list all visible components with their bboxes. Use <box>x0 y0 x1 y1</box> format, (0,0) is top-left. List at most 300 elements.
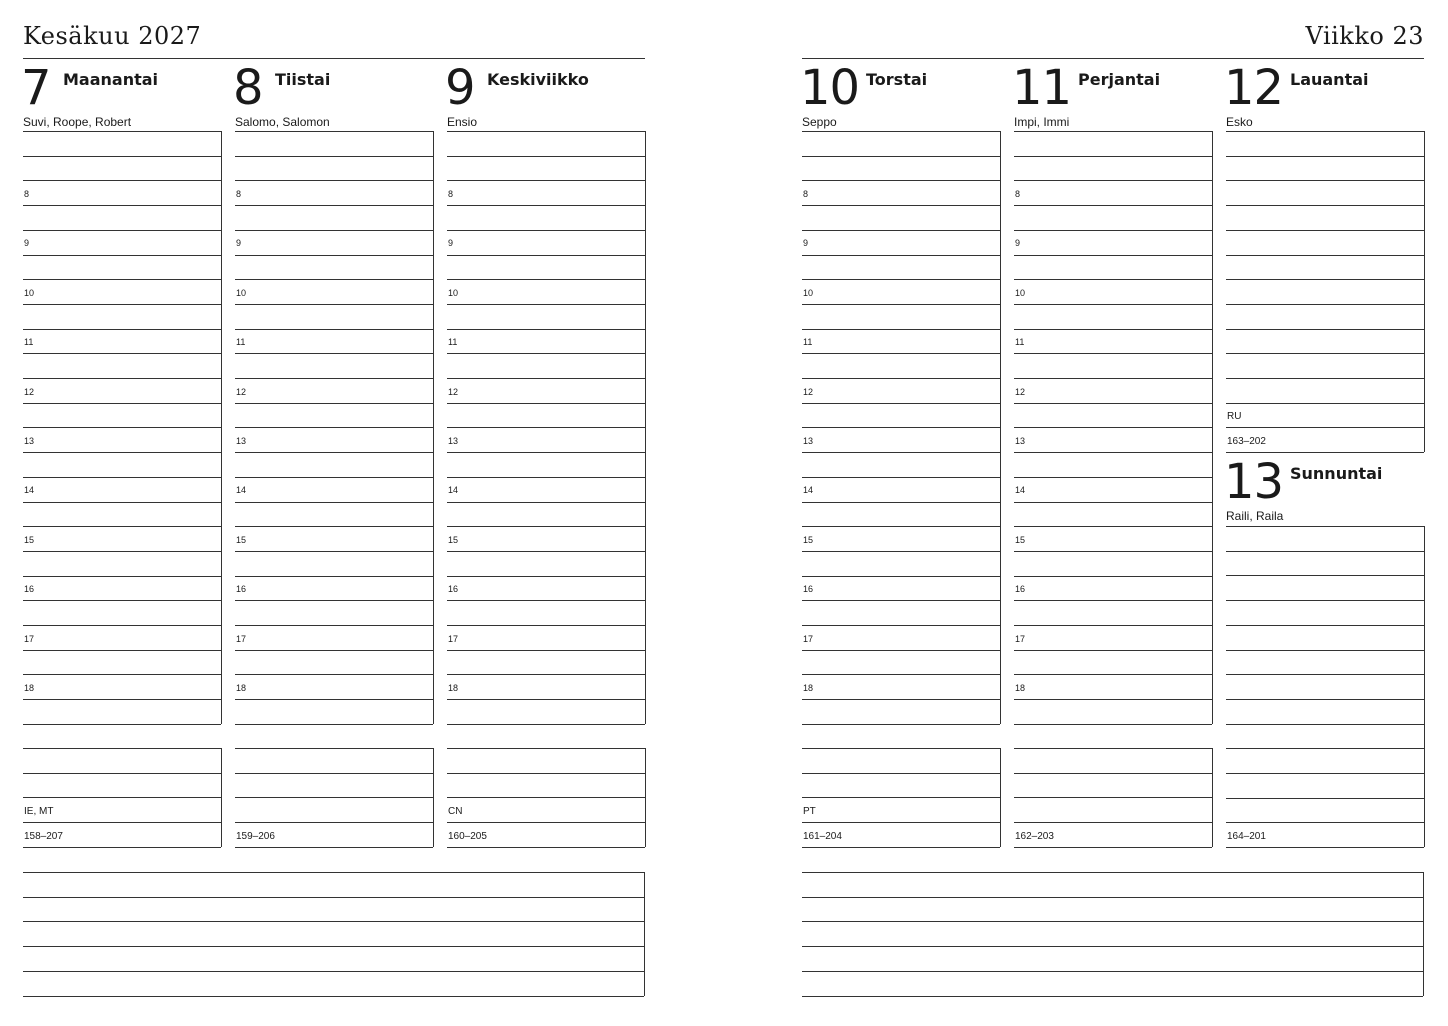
hour-grid[interactable] <box>1014 131 1213 724</box>
notes-line <box>23 971 644 972</box>
grid-line <box>447 477 645 478</box>
grid-line <box>447 773 645 774</box>
name-days: Raili, Raila <box>1226 509 1284 523</box>
hour-label: 15 <box>24 534 35 545</box>
hour-label: 10 <box>1015 287 1026 298</box>
notes-line <box>23 872 644 873</box>
grid-line <box>802 279 1000 280</box>
grid-line <box>1014 502 1212 503</box>
hour-label: 17 <box>448 633 459 644</box>
hour-label: 12 <box>803 386 814 397</box>
extra-notes-box[interactable] <box>235 748 434 847</box>
grid-line <box>1014 551 1212 552</box>
hour-label: 11 <box>803 337 813 348</box>
day-count-label: 164–201 <box>1227 831 1266 842</box>
grid-line <box>23 329 221 330</box>
notes-line <box>802 996 1423 997</box>
grid-line <box>235 526 433 527</box>
grid-line <box>1014 329 1212 330</box>
hour-label: 15 <box>803 534 814 545</box>
day-name: Keskiviikko <box>487 70 589 89</box>
day-count-label: 161–204 <box>803 831 842 842</box>
grid-line <box>23 650 221 651</box>
extra-notes-box[interactable] <box>447 748 646 847</box>
grid-line <box>447 526 645 527</box>
hour-label: 14 <box>448 485 459 496</box>
grid-line <box>447 650 645 651</box>
grid-line <box>802 205 1000 206</box>
sunday-grid[interactable] <box>1226 526 1425 847</box>
hour-label: 18 <box>803 683 814 693</box>
grid-line <box>23 403 221 404</box>
hour-label: 9 <box>236 238 242 249</box>
grid-line <box>1014 403 1212 404</box>
day-count-label: 162–203 <box>1015 831 1054 842</box>
grid-line <box>23 502 221 503</box>
hour-label: 14 <box>803 485 814 496</box>
hour-label: 9 <box>24 238 30 249</box>
day-header <box>235 62 433 132</box>
grid-line <box>1014 156 1212 157</box>
grid-line <box>1226 822 1424 823</box>
grid-line <box>802 822 1000 823</box>
grid-line <box>1226 798 1424 799</box>
grid-line <box>235 773 433 774</box>
grid-line <box>235 279 433 280</box>
grid-line <box>23 576 221 577</box>
grid-line <box>1014 773 1212 774</box>
grid-line <box>447 378 645 379</box>
notes-line <box>23 946 644 947</box>
extra-notes-box[interactable] <box>1014 748 1213 847</box>
grid-line <box>1014 650 1212 651</box>
hour-grid[interactable] <box>802 131 1001 724</box>
notes-line <box>23 996 644 997</box>
grid-line <box>447 797 645 798</box>
grid-line <box>235 304 433 305</box>
day-header <box>802 62 1000 132</box>
grid-line <box>1226 131 1424 132</box>
grid-line <box>1014 255 1212 256</box>
hour-label: 11 <box>448 337 458 348</box>
name-days: Ensio <box>447 115 478 129</box>
grid-line <box>23 131 221 132</box>
grid-line <box>235 797 433 798</box>
grid-line <box>235 353 433 354</box>
hour-label: 16 <box>803 584 814 595</box>
grid-line <box>447 625 645 626</box>
notes-line <box>802 872 1423 873</box>
hour-label: 13 <box>803 436 814 446</box>
grid-line <box>1226 329 1424 330</box>
day-header <box>1226 456 1424 526</box>
grid-line <box>23 625 221 626</box>
grid-line <box>802 156 1000 157</box>
hour-label: 10 <box>803 287 814 298</box>
grid-line <box>802 526 1000 527</box>
grid-line <box>1226 255 1424 256</box>
hour-label: 13 <box>448 436 459 446</box>
grid-line <box>1226 156 1424 157</box>
day-header <box>1226 62 1424 132</box>
grid-line <box>1014 797 1212 798</box>
hour-label: 13 <box>1015 436 1026 446</box>
name-days: Esko <box>1226 115 1253 129</box>
grid-line <box>1226 427 1424 428</box>
grid-line <box>23 526 221 527</box>
grid-line <box>23 748 221 749</box>
notes-line <box>802 921 1423 922</box>
grid-line <box>802 650 1000 651</box>
grid-line <box>23 156 221 157</box>
grid-line <box>1014 625 1212 626</box>
grid-line <box>23 600 221 601</box>
grid-line <box>447 329 645 330</box>
grid-line <box>1014 576 1212 577</box>
grid-line <box>1014 452 1212 453</box>
grid-line <box>1226 526 1424 527</box>
grid-line <box>1226 353 1424 354</box>
right-page-notes[interactable] <box>802 872 1424 996</box>
hour-label: 8 <box>24 189 30 199</box>
hour-label: 17 <box>236 633 247 644</box>
grid-line <box>1226 180 1424 181</box>
grid-line <box>1014 131 1212 132</box>
grid-line <box>23 699 221 700</box>
flag-day-label: PT <box>803 806 816 817</box>
grid-line <box>802 353 1000 354</box>
day-header <box>447 62 645 132</box>
grid-line <box>802 576 1000 577</box>
hour-label: 8 <box>803 189 809 199</box>
grid-line <box>1226 847 1424 848</box>
grid-line <box>1014 724 1212 725</box>
grid-line <box>802 600 1000 601</box>
grid-line <box>235 674 433 675</box>
grid-line <box>235 477 433 478</box>
grid-line <box>1226 378 1424 379</box>
grid-line <box>235 205 433 206</box>
month-title: Kesäkuu 2027 <box>23 22 202 50</box>
grid-line <box>1226 600 1424 601</box>
hour-label: 18 <box>24 683 35 693</box>
grid-line <box>447 748 645 749</box>
grid-line <box>1014 279 1212 280</box>
day-count-label: 160–205 <box>448 831 487 842</box>
grid-line <box>802 502 1000 503</box>
hour-label: 18 <box>1015 683 1026 693</box>
hour-label: 11 <box>1015 337 1025 348</box>
grid-line <box>1226 304 1424 305</box>
day-number: 13 <box>1224 454 1284 510</box>
grid-line <box>447 180 645 181</box>
notes-line <box>802 897 1423 898</box>
flag-day-label: CN <box>448 806 463 817</box>
grid-line <box>447 551 645 552</box>
grid-line <box>802 230 1000 231</box>
grid-line <box>23 230 221 231</box>
grid-line <box>235 230 433 231</box>
grid-line <box>23 674 221 675</box>
grid-line <box>1226 625 1424 626</box>
hour-label: 16 <box>236 584 247 595</box>
grid-line <box>1014 822 1212 823</box>
grid-line <box>447 427 645 428</box>
grid-line <box>447 822 645 823</box>
grid-line <box>23 724 221 725</box>
hour-label: 12 <box>448 386 459 397</box>
grid-line <box>23 773 221 774</box>
grid-line <box>1014 353 1212 354</box>
grid-line <box>447 452 645 453</box>
hour-label: 8 <box>236 189 242 199</box>
hour-label: 11 <box>24 337 34 348</box>
grid-line <box>447 576 645 577</box>
grid-line <box>1014 180 1212 181</box>
grid-line <box>802 724 1000 725</box>
flag-day-label: IE, MT <box>24 806 54 817</box>
grid-line <box>1226 575 1424 576</box>
day-name: Lauantai <box>1290 70 1369 89</box>
left-page-notes[interactable] <box>23 872 645 996</box>
hour-grid[interactable] <box>235 131 434 724</box>
grid-line <box>235 378 433 379</box>
grid-line <box>235 156 433 157</box>
grid-line <box>23 427 221 428</box>
grid-line <box>802 773 1000 774</box>
grid-line <box>447 353 645 354</box>
day-name: Sunnuntai <box>1290 464 1383 483</box>
grid-line <box>802 403 1000 404</box>
grid-line <box>802 847 1000 848</box>
grid-line <box>23 205 221 206</box>
grid-line <box>447 304 645 305</box>
day-count-label: 158–207 <box>24 831 63 842</box>
grid-line <box>447 230 645 231</box>
notes-line <box>802 946 1423 947</box>
grid-line <box>447 847 645 848</box>
grid-line <box>802 255 1000 256</box>
hour-label: 10 <box>448 287 459 298</box>
name-days: Suvi, Roope, Robert <box>23 115 132 129</box>
grid-line <box>1014 304 1212 305</box>
grid-line <box>447 255 645 256</box>
grid-line <box>1226 230 1424 231</box>
hour-label: 14 <box>1015 485 1026 496</box>
grid-line <box>447 403 645 404</box>
day-number: 7 <box>21 60 51 116</box>
grid-line <box>23 304 221 305</box>
hour-grid[interactable] <box>447 131 646 724</box>
grid-line <box>802 329 1000 330</box>
grid-line <box>1226 551 1424 552</box>
hour-label: 17 <box>24 633 35 644</box>
grid-line <box>235 255 433 256</box>
notes-line <box>802 971 1423 972</box>
hour-label: 16 <box>1015 584 1026 595</box>
grid-line <box>802 699 1000 700</box>
day-number: 12 <box>1224 60 1284 116</box>
grid-line <box>1014 477 1212 478</box>
grid-line <box>235 724 433 725</box>
day-count-label: 163–202 <box>1227 436 1266 447</box>
name-days: Impi, Immi <box>1014 115 1070 129</box>
grid-line <box>802 625 1000 626</box>
hour-label: 9 <box>803 238 809 249</box>
grid-line <box>1226 699 1424 700</box>
notes-line <box>23 921 644 922</box>
grid-line <box>23 255 221 256</box>
hour-label: 10 <box>24 287 35 298</box>
grid-line <box>1014 427 1212 428</box>
grid-line <box>235 403 433 404</box>
grid-line <box>235 600 433 601</box>
grid-line <box>447 600 645 601</box>
grid-line <box>802 797 1000 798</box>
grid-line <box>447 674 645 675</box>
grid-line <box>23 378 221 379</box>
grid-line <box>1226 748 1424 749</box>
grid-line <box>802 304 1000 305</box>
grid-line <box>447 724 645 725</box>
grid-line <box>235 329 433 330</box>
grid-line <box>235 551 433 552</box>
grid-line <box>802 452 1000 453</box>
grid-line <box>23 847 221 848</box>
day-number: 11 <box>1012 60 1072 116</box>
day-name: Perjantai <box>1078 70 1161 89</box>
hour-label: 10 <box>236 287 247 298</box>
hour-label: 12 <box>24 386 35 397</box>
grid-line <box>235 748 433 749</box>
grid-line <box>1226 773 1424 774</box>
hour-label: 12 <box>1015 386 1026 397</box>
name-days: Salomo, Salomon <box>235 115 330 129</box>
grid-line <box>1226 452 1424 453</box>
grid-line <box>447 279 645 280</box>
grid-line <box>23 279 221 280</box>
hour-label: 8 <box>448 189 454 199</box>
grid-line <box>235 427 433 428</box>
grid-line <box>23 822 221 823</box>
extra-notes-box[interactable] <box>802 748 1001 847</box>
grid-line <box>235 625 433 626</box>
grid-line <box>447 131 645 132</box>
grid-line <box>802 477 1000 478</box>
grid-line <box>235 650 433 651</box>
extra-notes-box[interactable] <box>23 748 222 847</box>
grid-line <box>1014 600 1212 601</box>
grid-line <box>235 452 433 453</box>
grid-line <box>1226 650 1424 651</box>
grid-line <box>1014 230 1212 231</box>
grid-line <box>802 748 1000 749</box>
hour-label: 14 <box>24 485 35 496</box>
grid-line <box>23 797 221 798</box>
hour-grid[interactable] <box>23 131 222 724</box>
grid-line <box>1014 748 1212 749</box>
grid-line <box>1014 526 1212 527</box>
hour-label: 17 <box>803 633 814 644</box>
grid-line <box>802 378 1000 379</box>
grid-line <box>1226 205 1424 206</box>
grid-line <box>447 205 645 206</box>
grid-line <box>1226 724 1424 725</box>
hour-label: 16 <box>24 584 35 595</box>
hour-label: 9 <box>1015 238 1021 249</box>
grid-line <box>23 452 221 453</box>
grid-line <box>1014 674 1212 675</box>
left-page-rule <box>23 58 645 59</box>
day-header <box>1014 62 1212 132</box>
day-header <box>23 62 221 132</box>
day-count-label: 159–206 <box>236 831 275 842</box>
grid-line <box>802 180 1000 181</box>
grid-line <box>235 180 433 181</box>
grid-line <box>802 131 1000 132</box>
hour-label: 11 <box>236 337 246 348</box>
hour-label: 9 <box>448 238 454 249</box>
name-days: Seppo <box>802 115 837 129</box>
grid-line <box>23 180 221 181</box>
grid-line <box>23 353 221 354</box>
hour-label: 18 <box>448 683 459 693</box>
hour-label: 18 <box>236 683 247 693</box>
grid-line <box>235 699 433 700</box>
grid-line <box>1014 847 1212 848</box>
saturday-grid[interactable] <box>1226 131 1425 452</box>
right-page-rule <box>802 58 1424 59</box>
grid-line <box>447 502 645 503</box>
week-title: Viikko 23 <box>1305 22 1424 50</box>
grid-line <box>23 477 221 478</box>
grid-line <box>447 699 645 700</box>
grid-line <box>235 576 433 577</box>
hour-label: 15 <box>448 534 459 545</box>
hour-label: 8 <box>1015 189 1021 199</box>
grid-line <box>23 551 221 552</box>
notes-line <box>23 897 644 898</box>
grid-line <box>1014 378 1212 379</box>
grid-line <box>235 847 433 848</box>
hour-label: 13 <box>236 436 247 446</box>
grid-line <box>447 156 645 157</box>
day-name: Tiistai <box>275 70 331 89</box>
hour-label: 16 <box>448 584 459 595</box>
grid-line <box>802 674 1000 675</box>
flag-day-label: RU <box>1227 411 1242 422</box>
day-number: 10 <box>800 60 860 116</box>
hour-label: 14 <box>236 485 247 496</box>
hour-label: 15 <box>236 534 247 545</box>
grid-line <box>235 502 433 503</box>
hour-label: 13 <box>24 436 35 446</box>
grid-line <box>235 131 433 132</box>
day-number: 8 <box>233 60 263 116</box>
grid-line <box>1226 674 1424 675</box>
grid-line <box>1014 699 1212 700</box>
day-name: Torstai <box>866 70 928 89</box>
day-number: 9 <box>445 60 475 116</box>
grid-line <box>1014 205 1212 206</box>
grid-line <box>802 551 1000 552</box>
hour-label: 12 <box>236 386 247 397</box>
hour-label: 15 <box>1015 534 1026 545</box>
day-name: Maanantai <box>63 70 159 89</box>
grid-line <box>1226 279 1424 280</box>
grid-line <box>1226 403 1424 404</box>
grid-line <box>235 822 433 823</box>
